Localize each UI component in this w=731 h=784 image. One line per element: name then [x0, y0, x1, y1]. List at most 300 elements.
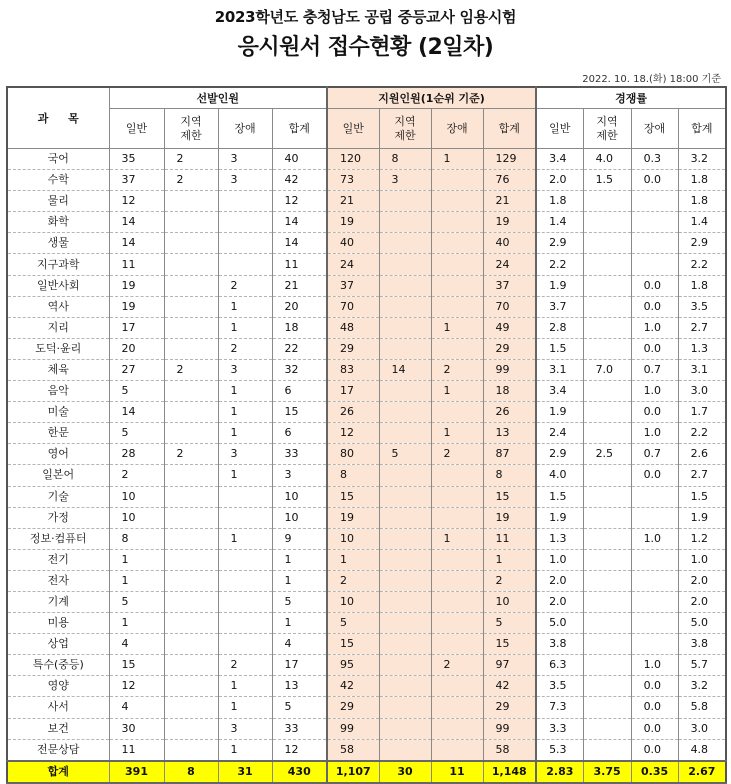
table-row	[7, 275, 726, 296]
table-cell: 0.0	[631, 275, 678, 296]
table-cell	[218, 613, 272, 634]
table-cell: 5	[109, 591, 164, 612]
table-cell: 17	[272, 655, 327, 676]
table-cell	[379, 338, 431, 359]
subject-name: 음악	[7, 381, 109, 402]
table-cell: 1.2	[678, 528, 726, 549]
table-cell: 3.8	[536, 634, 583, 655]
table-cell: 3.0	[678, 381, 726, 402]
table-cell	[164, 191, 218, 212]
table-cell: 5.0	[536, 613, 583, 634]
table-cell	[379, 212, 431, 233]
table-cell: 42	[483, 676, 536, 697]
subject-name: 전기	[7, 549, 109, 570]
table-cell: 15	[272, 402, 327, 423]
table-cell	[379, 317, 431, 338]
table-cell: 1	[218, 423, 272, 444]
table-cell	[164, 528, 218, 549]
table-cell: 11	[109, 739, 164, 761]
table-cell: 1	[218, 739, 272, 761]
table-cell	[583, 697, 631, 718]
table-cell: 10	[109, 486, 164, 507]
subheader-selection-3: 합계	[272, 109, 327, 149]
table-cell	[431, 613, 483, 634]
table-cell: 30	[109, 718, 164, 739]
subject-name: 한문	[7, 423, 109, 444]
subheader-applicants-0: 일반	[327, 109, 379, 149]
table-cell	[631, 570, 678, 591]
table-cell: 0.7	[631, 444, 678, 465]
table-cell: 1.3	[678, 338, 726, 359]
subject-name: 상업	[7, 634, 109, 655]
table-cell: 1.0	[631, 381, 678, 402]
table-cell: 1.9	[536, 402, 583, 423]
table-cell: 1	[109, 570, 164, 591]
table-row	[7, 634, 726, 655]
table-cell: 14	[109, 402, 164, 423]
table-cell: 1	[218, 697, 272, 718]
table-cell	[583, 739, 631, 761]
subject-name: 역사	[7, 296, 109, 317]
table-cell: 11	[109, 254, 164, 275]
table-cell: 5.7	[678, 655, 726, 676]
subheader-applicants-1: 지역 제한	[379, 109, 431, 149]
subject-name: 물리	[7, 191, 109, 212]
table-cell: 2	[164, 170, 218, 191]
table-row	[7, 655, 726, 676]
table-cell: 12	[109, 191, 164, 212]
table-cell: 8	[327, 465, 379, 486]
table-row	[7, 423, 726, 444]
table-cell: 2	[431, 655, 483, 676]
table-row	[7, 296, 726, 317]
table-cell: 1.0	[536, 549, 583, 570]
table-cell	[164, 697, 218, 718]
table-cell: 3	[218, 359, 272, 380]
table-cell	[379, 676, 431, 697]
table-cell: 2.9	[536, 444, 583, 465]
table-cell: 4	[272, 634, 327, 655]
table-cell: 5	[272, 591, 327, 612]
subject-name: 미술	[7, 402, 109, 423]
table-cell: 2.7	[678, 317, 726, 338]
table-cell	[164, 486, 218, 507]
table-cell: 13	[483, 423, 536, 444]
table-cell	[583, 570, 631, 591]
table-cell	[583, 634, 631, 655]
table-cell: 1.7	[678, 402, 726, 423]
table-cell: 37	[109, 170, 164, 191]
table-cell	[631, 254, 678, 275]
table-cell	[218, 570, 272, 591]
table-cell: 430	[272, 761, 327, 783]
table-cell: 8	[483, 465, 536, 486]
table-cell: 27	[109, 359, 164, 380]
table-cell	[164, 655, 218, 676]
table-cell: 3.0	[678, 718, 726, 739]
table-cell: 3.3	[536, 718, 583, 739]
table-cell: 1	[431, 381, 483, 402]
table-cell: 14	[272, 233, 327, 254]
table-cell: 2	[218, 275, 272, 296]
subheader-selection-2: 장애	[218, 109, 272, 149]
subject-name: 기술	[7, 486, 109, 507]
table-cell: 80	[327, 444, 379, 465]
table-cell: 1	[327, 549, 379, 570]
table-cell	[218, 634, 272, 655]
table-cell: 2.0	[678, 570, 726, 591]
table-cell	[164, 591, 218, 612]
table-cell	[218, 191, 272, 212]
table-cell: 0.0	[631, 465, 678, 486]
table-cell: 12	[327, 423, 379, 444]
subheader-row	[7, 109, 726, 149]
table-cell	[164, 613, 218, 634]
table-cell	[164, 381, 218, 402]
table-cell: 1	[483, 549, 536, 570]
table-cell	[379, 486, 431, 507]
table-cell	[431, 296, 483, 317]
table-cell: 3	[218, 718, 272, 739]
table-cell: 1.0	[631, 655, 678, 676]
table-cell: 29	[483, 338, 536, 359]
table-cell: 99	[483, 718, 536, 739]
table-cell	[164, 570, 218, 591]
table-cell: 48	[327, 317, 379, 338]
table-cell	[379, 549, 431, 570]
table-cell: 19	[109, 275, 164, 296]
table-cell: 0.0	[631, 697, 678, 718]
table-cell: 5	[327, 613, 379, 634]
table-cell: 1	[218, 381, 272, 402]
table-cell	[583, 591, 631, 612]
table-cell: 32	[272, 359, 327, 380]
table-cell: 14	[109, 212, 164, 233]
subject-name: 정보·컴퓨터	[7, 528, 109, 549]
table-cell: 2.6	[678, 444, 726, 465]
table-cell: 5.3	[536, 739, 583, 761]
table-cell: 0.0	[631, 338, 678, 359]
table-cell: 1	[272, 613, 327, 634]
table-cell: 2.2	[536, 254, 583, 275]
table-cell: 21	[272, 275, 327, 296]
table-cell	[218, 507, 272, 528]
subject-name: 체육	[7, 359, 109, 380]
table-cell: 10	[327, 528, 379, 549]
table-cell: 1,107	[327, 761, 379, 783]
table-cell: 0.0	[631, 718, 678, 739]
subject-name: 수학	[7, 170, 109, 191]
table-cell	[164, 275, 218, 296]
table-cell: 1	[431, 317, 483, 338]
table-cell: 31	[218, 761, 272, 783]
table-cell: 1.0	[631, 423, 678, 444]
table-cell	[431, 254, 483, 275]
table-cell	[583, 676, 631, 697]
table-cell: 1.0	[631, 317, 678, 338]
table-cell: 1.0	[631, 528, 678, 549]
table-cell: 3	[218, 149, 272, 170]
table-cell: 17	[327, 381, 379, 402]
table-cell: 2.83	[536, 761, 583, 783]
table-cell	[218, 486, 272, 507]
table-cell: 1.9	[536, 507, 583, 528]
table-row	[7, 739, 726, 761]
table-cell	[431, 402, 483, 423]
table-cell	[164, 423, 218, 444]
table-cell: 1.3	[536, 528, 583, 549]
table-row	[7, 254, 726, 275]
table-row	[7, 212, 726, 233]
subject-name: 일반사회	[7, 275, 109, 296]
table-cell	[218, 591, 272, 612]
table-cell: 7.3	[536, 697, 583, 718]
table-cell	[164, 296, 218, 317]
table-cell: 2.4	[536, 423, 583, 444]
table-cell	[379, 591, 431, 612]
table-cell: 6	[272, 381, 327, 402]
table-cell: 3.8	[678, 634, 726, 655]
table-cell: 19	[483, 507, 536, 528]
table-cell: 17	[109, 317, 164, 338]
table-cell	[431, 676, 483, 697]
title-line-1: 2023학년도 충청남도 공립 중등교사 임용시험	[214, 8, 517, 26]
table-cell	[379, 718, 431, 739]
table-cell: 0.35	[631, 761, 678, 783]
table-cell	[164, 212, 218, 233]
table-cell: 24	[327, 254, 379, 275]
table-cell: 1	[109, 613, 164, 634]
table-cell	[164, 317, 218, 338]
table-cell: 76	[483, 170, 536, 191]
table-cell: 1	[431, 423, 483, 444]
table-cell: 0.0	[631, 170, 678, 191]
table-cell: 2	[218, 655, 272, 676]
table-cell: 5	[483, 613, 536, 634]
table-cell: 10	[483, 591, 536, 612]
table-cell: 12	[272, 191, 327, 212]
table-cell: 5	[272, 697, 327, 718]
table-cell	[631, 191, 678, 212]
table-row	[7, 507, 726, 528]
table-row	[7, 381, 726, 402]
table-cell	[379, 275, 431, 296]
table-cell: 11	[483, 528, 536, 549]
subheader-applicants-3: 합계	[483, 109, 536, 149]
table-cell: 129	[483, 149, 536, 170]
table-cell: 15	[327, 634, 379, 655]
table-cell	[431, 465, 483, 486]
table-cell	[583, 507, 631, 528]
table-cell: 0.0	[631, 402, 678, 423]
table-cell: 1	[218, 296, 272, 317]
table-cell	[431, 507, 483, 528]
table-cell: 58	[327, 739, 379, 761]
table-cell	[631, 486, 678, 507]
subject-name: 전자	[7, 570, 109, 591]
subject-name: 사서	[7, 697, 109, 718]
table-cell: 19	[483, 212, 536, 233]
table-cell	[431, 212, 483, 233]
table-cell: 10	[109, 507, 164, 528]
table-cell: 0.0	[631, 739, 678, 761]
table-cell: 3.1	[678, 359, 726, 380]
table-cell	[218, 254, 272, 275]
table-cell: 12	[272, 739, 327, 761]
table-cell: 15	[483, 634, 536, 655]
subject-name: 지구과학	[7, 254, 109, 275]
table-cell: 83	[327, 359, 379, 380]
subject-name: 합계	[7, 761, 109, 783]
table-cell: 4	[109, 697, 164, 718]
table-cell: 3.1	[536, 359, 583, 380]
table-cell: 5	[379, 444, 431, 465]
table-cell	[431, 486, 483, 507]
table-cell: 3.75	[583, 761, 631, 783]
table-cell: 10	[272, 507, 327, 528]
table-row	[7, 338, 726, 359]
table-cell: 70	[483, 296, 536, 317]
table-cell	[631, 212, 678, 233]
table-row	[7, 613, 726, 634]
subject-name: 지리	[7, 317, 109, 338]
table-cell: 1,148	[483, 761, 536, 783]
header-group-applicants: 지원인원(1순위 기준)	[327, 87, 536, 109]
table-cell	[164, 676, 218, 697]
table-cell: 19	[109, 296, 164, 317]
header-subject: 과 목	[7, 87, 109, 149]
subheader-competition-2: 장애	[631, 109, 678, 149]
table-cell	[583, 465, 631, 486]
table-row	[7, 233, 726, 254]
table-row	[7, 570, 726, 591]
table-cell	[583, 528, 631, 549]
table-cell: 19	[327, 212, 379, 233]
table-cell: 22	[272, 338, 327, 359]
table-cell: 18	[483, 381, 536, 402]
table-cell	[379, 528, 431, 549]
table-row	[7, 149, 726, 170]
table-cell	[379, 423, 431, 444]
table-cell	[431, 191, 483, 212]
table-cell: 4.8	[678, 739, 726, 761]
table-cell: 2.0	[536, 170, 583, 191]
table-cell	[164, 739, 218, 761]
table-cell: 70	[327, 296, 379, 317]
table-cell: 1	[218, 676, 272, 697]
table-cell: 391	[109, 761, 164, 783]
table-cell: 4.0	[583, 149, 631, 170]
header-group-competition: 경쟁률	[536, 87, 726, 109]
table-cell: 2.8	[536, 317, 583, 338]
table-cell	[431, 233, 483, 254]
table-cell: 49	[483, 317, 536, 338]
total-row	[7, 761, 726, 783]
table-cell	[379, 613, 431, 634]
table-cell	[631, 549, 678, 570]
table-cell	[631, 591, 678, 612]
table-cell: 14	[272, 212, 327, 233]
table-cell: 33	[272, 444, 327, 465]
table-cell: 2.67	[678, 761, 726, 783]
table-cell: 0.7	[631, 359, 678, 380]
table-cell	[431, 697, 483, 718]
table-cell: 2	[164, 444, 218, 465]
table-cell: 2	[164, 149, 218, 170]
subject-name: 전문상담	[7, 739, 109, 761]
table-cell	[379, 254, 431, 275]
table-cell: 10	[327, 591, 379, 612]
table-cell	[583, 486, 631, 507]
table-cell: 8	[109, 528, 164, 549]
table-cell: 1	[431, 528, 483, 549]
table-cell: 29	[327, 338, 379, 359]
table-cell	[583, 423, 631, 444]
table-cell: 1.5	[536, 486, 583, 507]
table-cell: 24	[483, 254, 536, 275]
table-cell	[379, 296, 431, 317]
table-cell	[583, 655, 631, 676]
table-cell: 1.8	[536, 191, 583, 212]
table-cell: 1.0	[678, 549, 726, 570]
table-cell	[379, 634, 431, 655]
table-cell: 11	[272, 254, 327, 275]
table-cell: 1.9	[678, 507, 726, 528]
table-row	[7, 170, 726, 191]
subject-name: 가정	[7, 507, 109, 528]
subheader-selection-0: 일반	[109, 109, 164, 149]
table-cell: 1.8	[678, 191, 726, 212]
subject-name: 국어	[7, 149, 109, 170]
table-cell	[379, 191, 431, 212]
table-cell: 58	[483, 739, 536, 761]
table-cell: 99	[327, 718, 379, 739]
table-cell: 97	[483, 655, 536, 676]
subject-name: 보건	[7, 718, 109, 739]
table-cell: 99	[483, 359, 536, 380]
table-cell: 2.0	[536, 570, 583, 591]
table-cell: 14	[379, 359, 431, 380]
table-cell: 40	[327, 233, 379, 254]
table-cell: 40	[483, 233, 536, 254]
table-cell	[164, 233, 218, 254]
table-cell: 2.0	[536, 591, 583, 612]
table-cell	[583, 212, 631, 233]
table-cell	[379, 507, 431, 528]
table-cell: 35	[109, 149, 164, 170]
table-cell: 30	[379, 761, 431, 783]
table-cell: 2	[109, 465, 164, 486]
table-row	[7, 486, 726, 507]
table-cell: 87	[483, 444, 536, 465]
table-cell: 5.8	[678, 697, 726, 718]
table-cell	[583, 191, 631, 212]
table-cell: 20	[272, 296, 327, 317]
subheader-selection-1: 지역 제한	[164, 109, 218, 149]
subject-name: 생물	[7, 233, 109, 254]
table-cell: 1	[218, 402, 272, 423]
table-cell: 120	[327, 149, 379, 170]
subject-name: 도덕·윤리	[7, 338, 109, 359]
table-cell	[583, 296, 631, 317]
table-cell: 29	[327, 697, 379, 718]
table-cell: 5	[109, 423, 164, 444]
table-cell: 2.2	[678, 254, 726, 275]
table-cell: 2	[327, 570, 379, 591]
table-cell	[583, 254, 631, 275]
table-cell: 2	[218, 338, 272, 359]
table-row	[7, 676, 726, 697]
